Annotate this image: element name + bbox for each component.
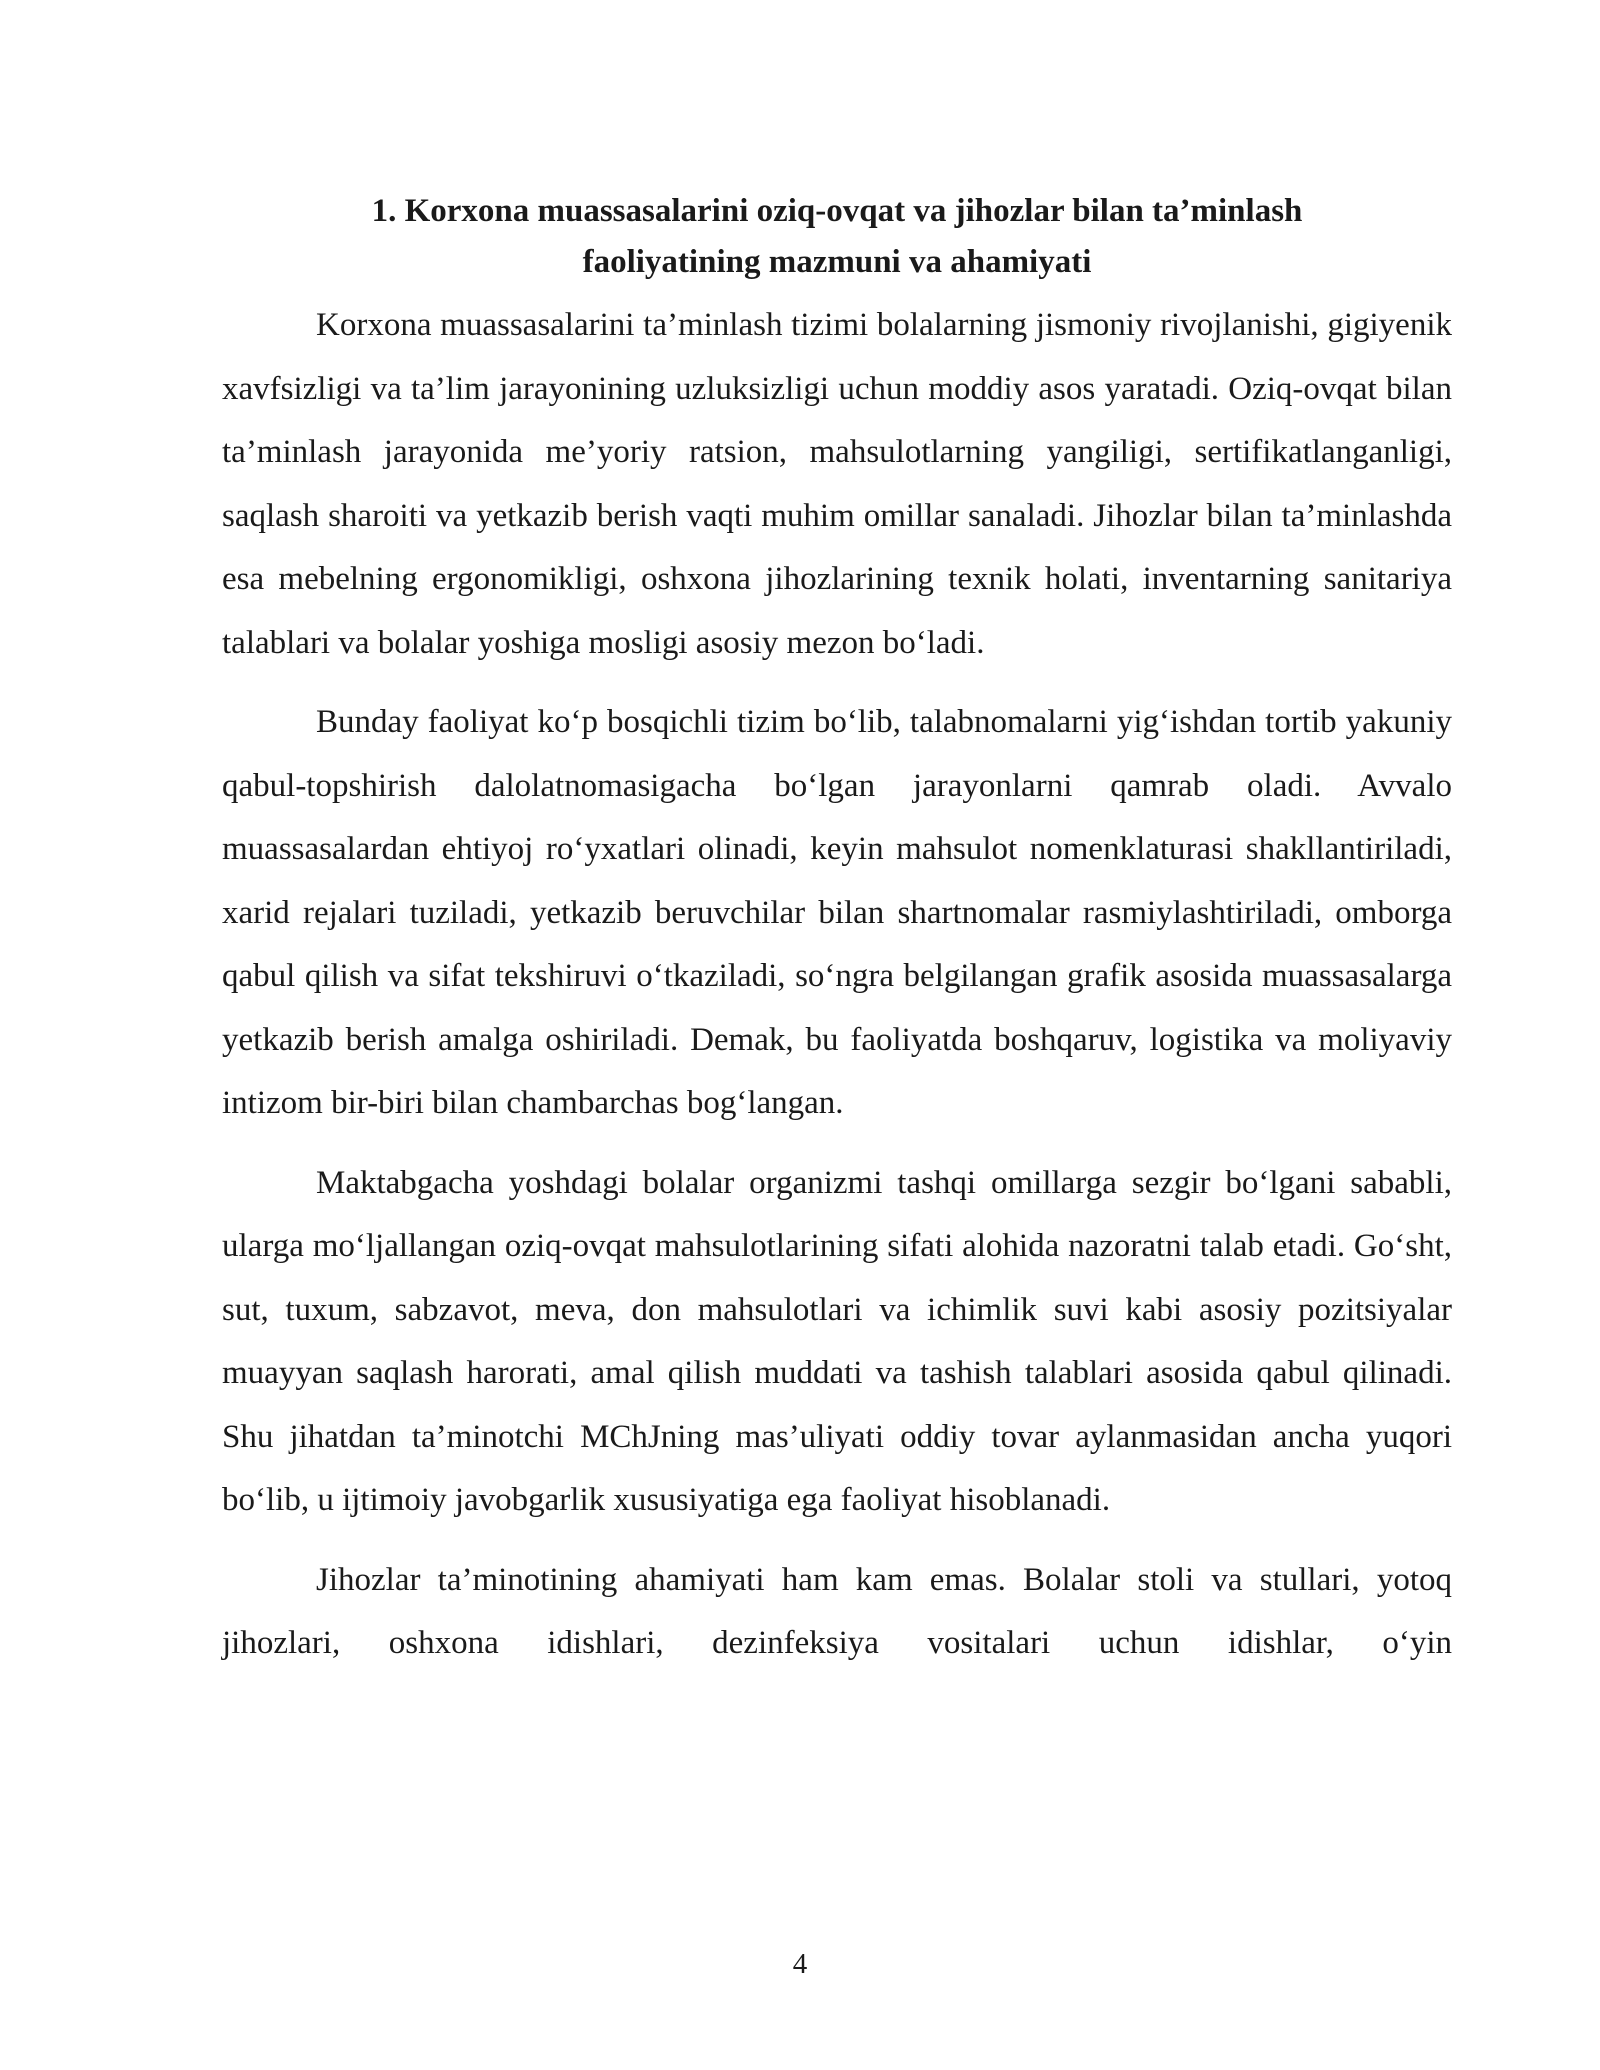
paragraph-1: Korxona muassasalarini ta’minlash tizimi bolalarning jismoniy rivojlanishi, gigiyenik xavfsizligi va ta’lim jarayonining uzluksizligi uchun moddiy asos yaratadi. Oziq-ovqat bilan ta’minlash jarayonida me’yoriy ratsion, mahsulotlarning yangiligi, sertifikatlanganligi, saqlash sharoiti va yetkazib berish vaqti muhim omillar sanaladi. Jihozlar bilan ta’minlashda esa mebelning ergonomikligi, oshxona jihozlarining texnik holati, inventarning sanitariya talablari va bolalar yoshiga mosligi asosiy mezon bo‘ladi. [222, 307, 1452, 661]
section-heading [222, 186, 1452, 288]
heading-line-1: 1. Korxona muassasalarini oziq-ovqat va jihozlar bilan ta’minlash [371, 193, 1303, 229]
paragraph-3: Maktabgacha yoshdagi bolalar organizmi tashqi omillarga sezgir bo‘lgani sababli, ularga mo‘ljallangan oziq-ovqat mahsulotlarining sifati alohida nazoratni talab etadi. Go‘sht, sut, tuxum, sabzavot, meva, don mahsulotlari va ichimlik suvi kabi asosiy pozitsiyalar muayyan saqlash harorati, amal qilish muddati va tashish talablari asosida qabul qilinadi. Shu jihatdan ta’minotchi MChJning mas’uliyati oddiy tovar aylanmasidan ancha yuqori bo‘lib, u ijtimoiy javobgarlik xususiyatiga ega faoliyat hisoblanadi. [222, 1164, 1452, 1518]
page-content [222, 186, 1452, 1692]
heading-line-2: faoliyatining mazmuni va ahamiyati [582, 244, 1092, 280]
paragraph-4: Jihozlar ta’minotining ahamiyati ham kam emas. Bolalar stoli va stullari, yotoq jihozlari, oshxona idishlari, dezinfeksiya vositalari uchun idishlar, o‘yin [222, 1561, 1452, 1661]
page-number: 4 [792, 1948, 808, 1980]
paragraph-2: Bunday faoliyat ko‘p bosqichli tizim bo‘lib, talabnomalarni yig‘ishdan tortib yakuniy qabul-topshirish dalolatnomasigacha bo‘lgan jarayonlarni qamrab oladi. Avvalo muassasalardan ehtiyoj ro‘yxatlari olinadi, keyin mahsulot nomenklaturasi shakllantiriladi, xarid rejalari tuziladi, yetkazib beruvchilar bilan shartnomalar rasmiylashtiriladi, omborga qabul qilish va sifat tekshiruvi o‘tkaziladi, so‘ngra belgilangan grafik asosida muassasalarga yetkazib berish amalga oshiriladi. Demak, bu faoliyatda boshqaruv, logistika va moliyaviy intizom bir-biri bilan chambarchas bog‘langan. [222, 704, 1452, 1121]
